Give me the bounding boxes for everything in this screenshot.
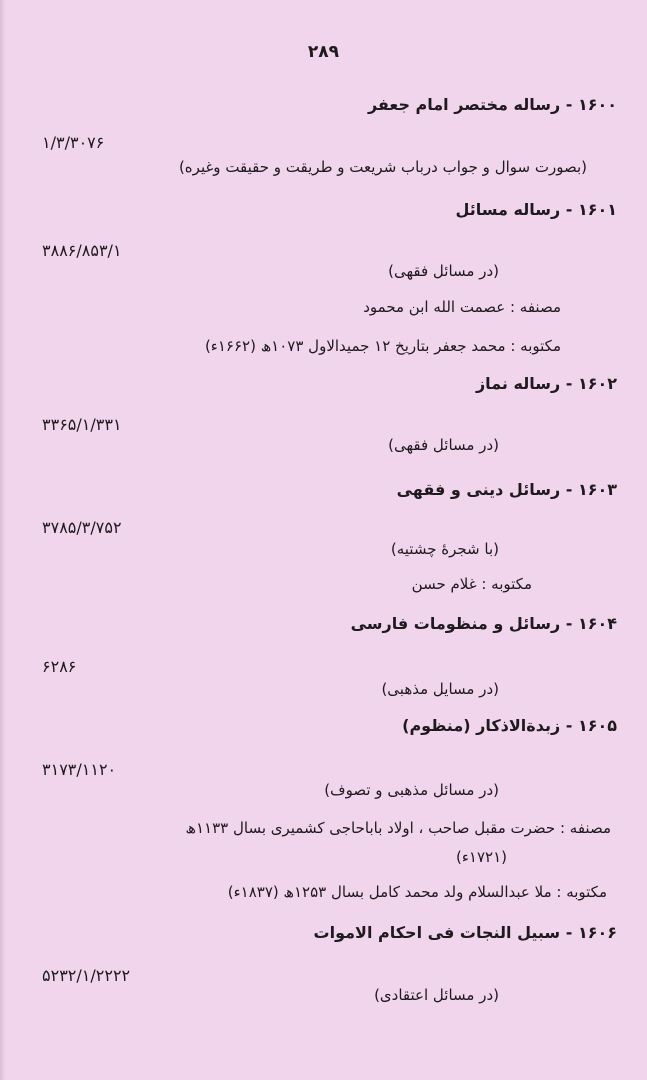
entry-subject: (در مسائل فقهی) bbox=[388, 436, 499, 454]
entry-code: ۳۸۸۶/۸۵۳/۱ bbox=[42, 241, 122, 260]
entry-author-date: (۱۷۲۱ء) bbox=[456, 848, 507, 866]
entry-code: ۱/۳/۳۰۷۶ bbox=[42, 133, 105, 152]
entry-title: ۱۶۰۳ - رسائل دینی و فقهی bbox=[396, 480, 617, 499]
entry-title: ۱۶۰۰ - رساله مختصر امام جعفر bbox=[367, 95, 617, 114]
entry-subject: (در مسایل مذهبی) bbox=[381, 680, 499, 698]
entry-subject: (با شجرهٔ چشتیه) bbox=[390, 540, 499, 558]
entry-title: ۱۶۰۵ - زبدةالاذکار (منظوم) bbox=[402, 716, 617, 735]
page-number: ۲۸۹ bbox=[307, 42, 340, 62]
entry-subject: (در مسائل اعتقادی) bbox=[374, 986, 499, 1004]
entry-title: ۱۶۰۴ - رسائل و منظومات فارسی bbox=[350, 614, 617, 633]
entry-code: ۳۳۶۵/۱/۳۳۱ bbox=[42, 415, 122, 434]
entry-code: ۳۱۷۳/۱۱۲۰ bbox=[42, 760, 117, 779]
entry-author: مصنفه : عصمت الله ابن محمود bbox=[363, 298, 561, 316]
entry-title: ۱۶۰۶ - سبیل النجات فی احکام الاموات bbox=[313, 923, 617, 942]
entry-copyist: مکتوبه : غلام حسن bbox=[411, 575, 532, 593]
entry-title: ۱۶۰۱ - رساله مسائل bbox=[455, 200, 617, 219]
entry-author: مصنفه : حضرت مقبل صاحب ، اولاد باباحاجی کشمیری بسال ۱۱۳۳ھ bbox=[185, 819, 611, 837]
page-edge-shadow bbox=[0, 0, 6, 1080]
entry-code: ۵۲۳۲/۱/۲۲۲۲ bbox=[42, 966, 131, 985]
entry-copyist: مکتوبه : ملا عبدالسلام ولد محمد کامل بسال ۱۲۵۳ھ (۱۸۳۷ء) bbox=[227, 883, 607, 901]
entry-subject: (در مسائل فقهی) bbox=[388, 262, 499, 280]
entry-code: ۶۲۸۶ bbox=[42, 657, 77, 676]
entry-title: ۱۶۰۲ - رساله نماز bbox=[475, 374, 617, 393]
entry-code: ۳۷۸۵/۳/۷۵۲ bbox=[42, 518, 122, 537]
entry-subject: (بصورت سوال و جواب درباب شریعت و طریقت و حقیقت وغیره) bbox=[178, 158, 587, 176]
entry-copyist: مکتوبه : محمد جعفر بتاریخ ۱۲ جمیدالاول ۱۰۷۳ھ (۱۶۶۲ء) bbox=[204, 337, 561, 355]
entry-subject: (در مسائل مذهبی و تصوف) bbox=[324, 781, 499, 799]
